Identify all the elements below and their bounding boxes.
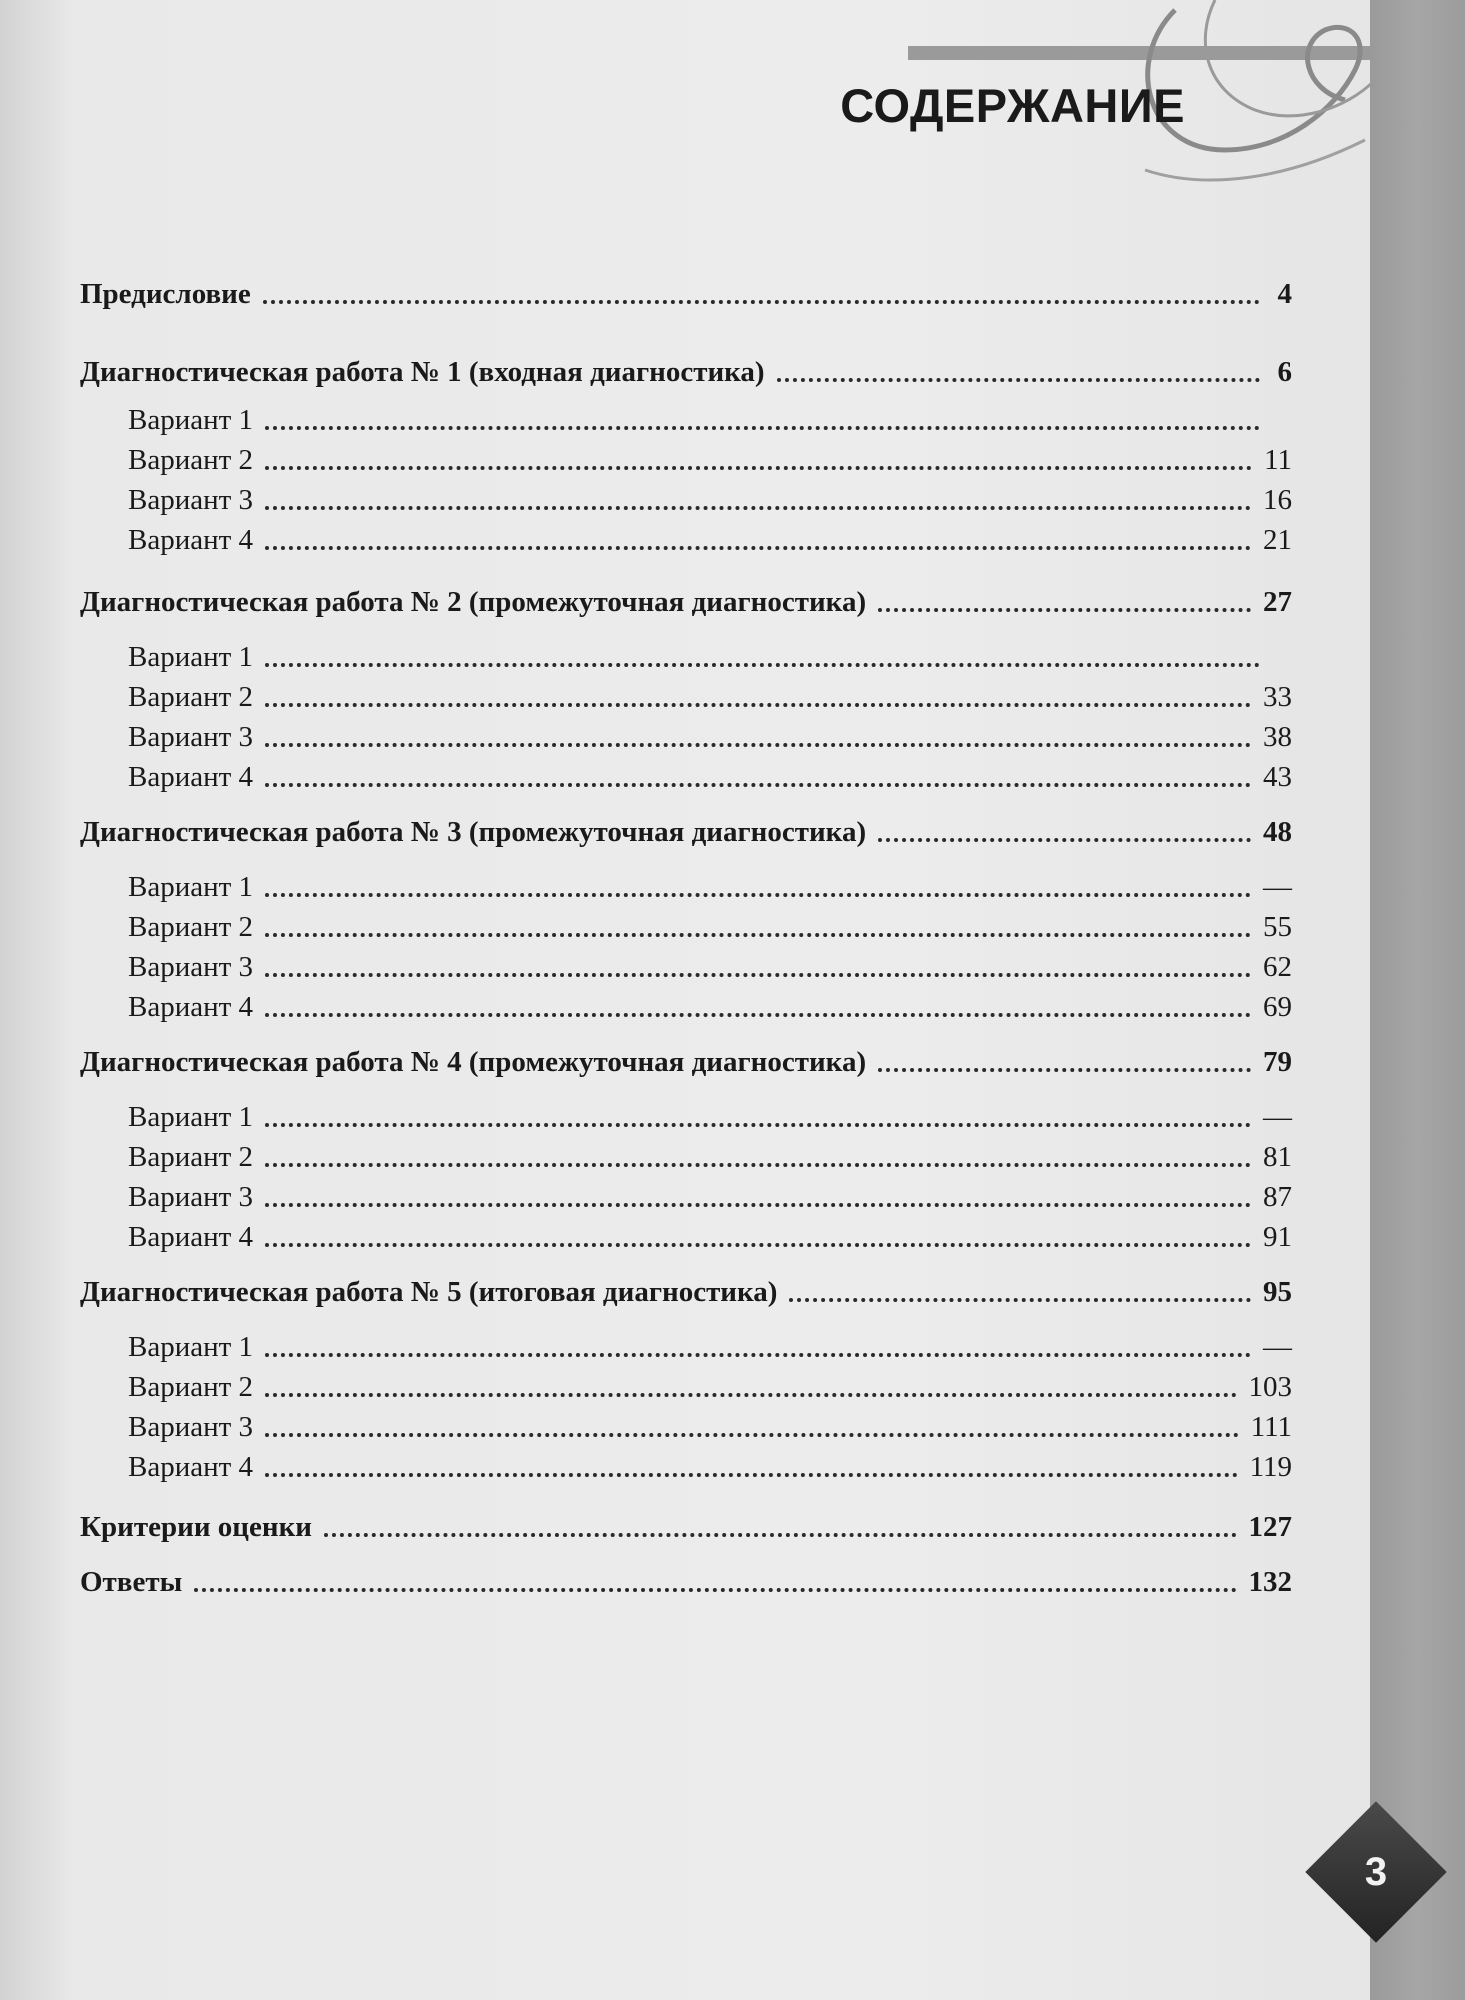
toc-entry-label: Вариант 1	[128, 1331, 254, 1363]
toc-entry-page: 81	[1263, 1141, 1292, 1173]
toc-dot-leader	[878, 608, 1251, 612]
toc-dot-leader	[265, 663, 1260, 667]
toc-dot-leader	[265, 783, 1251, 787]
toc-variant-entry	[80, 478, 1292, 518]
toc-variant-entry	[80, 1365, 1292, 1405]
toc-section-entry	[80, 350, 1292, 390]
page-number: 3	[1364, 1849, 1388, 1894]
toc-entry-label: Вариант 2	[128, 444, 254, 476]
page-title: СОДЕРЖАНИЕ	[840, 79, 1185, 132]
toc-entry-page: —	[1263, 1101, 1292, 1133]
toc-entry-label: Вариант 4	[128, 991, 254, 1023]
toc-dot-leader	[265, 546, 1251, 550]
toc-dot-leader	[265, 933, 1251, 937]
toc-entry-page: 62	[1263, 951, 1292, 983]
toc-entry-label: Предисловие	[80, 278, 251, 310]
toc-entry-label: Вариант 1	[128, 404, 254, 436]
toc-entry-page: 4	[1277, 278, 1292, 310]
toc-variant-entry	[80, 518, 1292, 558]
toc-entry-page: 43	[1263, 761, 1292, 793]
toc-dot-leader	[265, 1433, 1239, 1437]
toc-dot-leader	[878, 838, 1251, 842]
toc-variant-entry	[80, 1135, 1292, 1175]
toc-dot-leader	[263, 300, 1260, 304]
toc-entry-label: Вариант 3	[128, 1411, 254, 1443]
toc-entry-label: Вариант 2	[128, 1371, 254, 1403]
toc-variant-entry	[80, 438, 1292, 478]
toc-dot-leader	[265, 893, 1251, 897]
toc-variant-entry	[80, 865, 1292, 905]
toc-entry-label: Вариант 2	[128, 911, 254, 943]
toc-dot-leader	[265, 1353, 1251, 1357]
toc-entry-page: 6	[1277, 356, 1292, 388]
toc-entry-page: 127	[1248, 1511, 1292, 1543]
toc-entry-label: Вариант 4	[128, 1221, 254, 1253]
toc-section-entry	[80, 810, 1292, 850]
toc-variant-entry	[80, 675, 1292, 715]
toc-dot-leader	[324, 1533, 1237, 1537]
toc-variant-entry	[80, 755, 1292, 795]
toc-variant-entry	[80, 905, 1292, 945]
toc-dot-leader	[265, 1243, 1251, 1247]
toc-dot-leader	[265, 703, 1251, 707]
toc-entry-page: 132	[1248, 1566, 1292, 1598]
toc-entry-label: Диагностическая работа № 4 (промежуточная диагностика)	[80, 1046, 867, 1078]
toc-dot-leader	[777, 378, 1260, 382]
toc-entry-label: Вариант 3	[128, 721, 254, 753]
toc-section-entry	[80, 1270, 1292, 1310]
toc-entry-label: Вариант 1	[128, 641, 254, 673]
toc-variant-entry	[80, 715, 1292, 755]
toc-variant-entry	[80, 1405, 1292, 1445]
toc-section-entry	[80, 580, 1292, 620]
toc-entry-label: Вариант 1	[128, 1101, 254, 1133]
toc-entry-label: Вариант 4	[128, 1451, 254, 1483]
toc-entry-label: Ответы	[80, 1566, 183, 1598]
toc-entry-label: Вариант 3	[128, 1181, 254, 1213]
toc-dot-leader	[265, 1203, 1251, 1207]
toc-entry-page: 55	[1263, 911, 1292, 943]
toc-entry-page: —	[1263, 871, 1292, 903]
toc-entry-label: Критерии оценки	[80, 1511, 312, 1543]
toc-entry-page: —	[1263, 1331, 1292, 1363]
toc-entry-page: 33	[1263, 681, 1292, 713]
toc-dot-leader	[265, 973, 1251, 977]
toc-dot-leader	[265, 1013, 1251, 1017]
toc-variant-entry	[80, 945, 1292, 985]
toc-variant-entry	[80, 1445, 1292, 1485]
toc-entry-page: 91	[1263, 1221, 1292, 1253]
toc-variant-entry	[80, 1095, 1292, 1135]
toc-variant-entry	[80, 635, 1292, 675]
toc-dot-leader	[265, 743, 1251, 747]
toc-section-entry	[80, 1505, 1292, 1545]
toc-entry-page: 48	[1263, 816, 1292, 848]
toc-dot-leader	[265, 466, 1252, 470]
toc-dot-leader	[194, 1588, 1236, 1592]
toc-dot-leader	[265, 426, 1260, 430]
toc-dot-leader	[265, 1473, 1238, 1477]
toc-entry-page: 16	[1263, 484, 1292, 516]
toc-entry-page: 103	[1248, 1371, 1292, 1403]
toc-section-entry	[80, 272, 1292, 312]
toc-entry-label: Вариант 3	[128, 484, 254, 516]
toc-entry-page: 27	[1263, 586, 1292, 618]
toc-entry-label: Диагностическая работа № 1 (входная диагностика)	[80, 356, 765, 388]
toc-variant-entry	[80, 398, 1292, 438]
toc-entry-label: Вариант 2	[128, 1141, 254, 1173]
toc-entry-page: 38	[1263, 721, 1292, 753]
toc-entry-page: 95	[1263, 1276, 1292, 1308]
toc-entry-label: Вариант 4	[128, 524, 254, 556]
toc-section-entry	[80, 1560, 1292, 1600]
toc-dot-leader	[265, 1163, 1251, 1167]
toc-dot-leader	[789, 1298, 1251, 1302]
toc-entry-label: Диагностическая работа № 3 (промежуточная диагностика)	[80, 816, 867, 848]
toc-section-entry	[80, 1040, 1292, 1080]
toc-variant-entry	[80, 1215, 1292, 1255]
toc-entry-label: Диагностическая работа № 2 (промежуточная диагностика)	[80, 586, 867, 618]
toc-entry-label: Диагностическая работа № 5 (итоговая диагностика)	[80, 1276, 778, 1308]
toc-entry-page: 119	[1249, 1451, 1292, 1483]
toc-entry-page: 87	[1263, 1181, 1292, 1213]
toc-entry-page: 21	[1263, 524, 1292, 556]
toc-entry-page: 69	[1263, 991, 1292, 1023]
toc-entry-page: 11	[1264, 444, 1292, 476]
toc-dot-leader	[265, 1123, 1251, 1127]
toc-entry-label: Вариант 3	[128, 951, 254, 983]
toc-entry-page: 79	[1263, 1046, 1292, 1078]
toc-dot-leader	[265, 1393, 1236, 1397]
toc-entry-label: Вариант 1	[128, 871, 254, 903]
toc-entry-label: Вариант 4	[128, 761, 254, 793]
toc-entry-label: Вариант 2	[128, 681, 254, 713]
toc-dot-leader	[265, 506, 1251, 510]
toc-entry-page: 111	[1250, 1411, 1292, 1443]
toc-variant-entry	[80, 1175, 1292, 1215]
toc-variant-entry	[80, 1325, 1292, 1365]
toc-dot-leader	[878, 1068, 1251, 1072]
toc-variant-entry	[80, 985, 1292, 1025]
